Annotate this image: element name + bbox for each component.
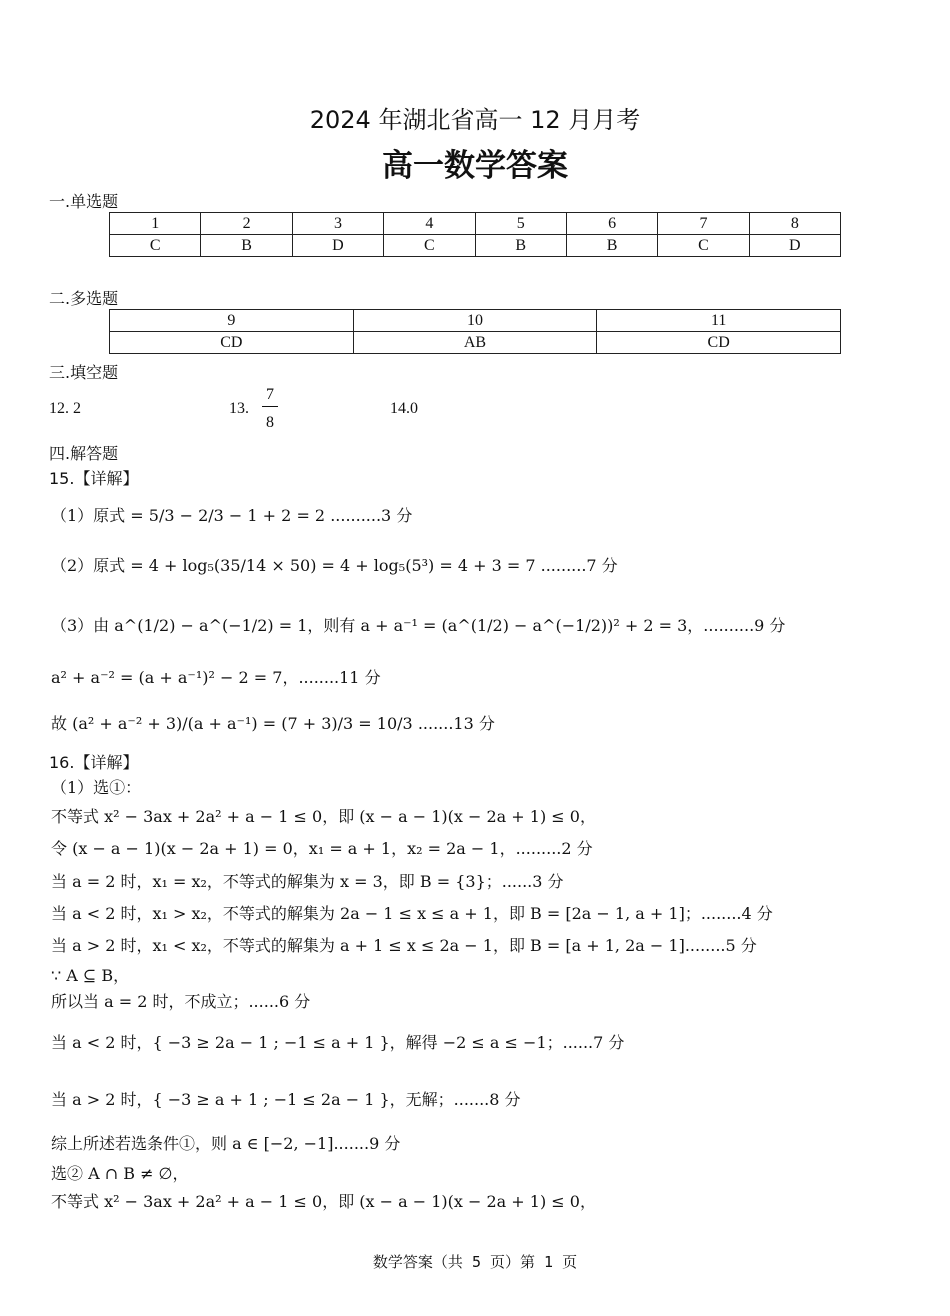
question-number: 8 (749, 213, 840, 235)
answer-q13-denominator: 8 (266, 414, 274, 431)
answer-cell: D (292, 235, 383, 257)
q16-line: 综上所述若选条件①，则 a ∈ [−2, −1].......9 分 (51, 1134, 401, 1153)
answer-q12: 12. 2 (49, 400, 81, 417)
q15-line: （2）原式 = 4 + log₅(35/14 × 50) = 4 + log₅(5³) = 4 + 3 = 7 .........7 分 (51, 556, 618, 575)
q16-line: 所以当 a = 2 时，不成立；......6 分 (51, 992, 311, 1011)
answer-cell: CD (110, 332, 354, 354)
page-footer: 数学答案（共 5 页）第 1 页 (372, 1253, 578, 1271)
question-number: 1 (110, 213, 201, 235)
q15-line: 故 (a² + a⁻² + 3)/(a + a⁻¹) = (7 + 3)/3 = 10/3 .......13 分 (51, 714, 495, 733)
question-number: 6 (566, 213, 657, 235)
question-number: 4 (384, 213, 475, 235)
multiple-choice-heading: 二.多选题 (49, 289, 119, 308)
answer-cell: AB (353, 332, 597, 354)
question-number: 9 (110, 310, 354, 332)
multiple-choice-table (109, 309, 841, 354)
question-number: 5 (475, 213, 566, 235)
question-number: 2 (201, 213, 292, 235)
answer-cell: B (201, 235, 292, 257)
fill-blank-heading: 三.填空题 (49, 363, 119, 382)
q15-line: （3）由 a^(1/2) − a^(−1/2) = 1，则有 a + a⁻¹ = (a^(1/2) − a^(−1/2))² + 2 = 3，..........9 分 (51, 616, 786, 635)
question-number: 10 (353, 310, 597, 332)
q15-line: （1）原式 = 5/3 − 2/3 − 1 + 2 = 2 ..........3 分 (51, 506, 413, 525)
q16-heading: 16.【详解】 (49, 753, 139, 772)
q16-line: 当 a < 2 时，x₁ > x₂，不等式的解集为 2a − 1 ≤ x ≤ a + 1，即 B = [2a − 1, a + 1]；........4 分 (51, 904, 773, 923)
q16-line: 令 (x − a − 1)(x − 2a + 1) = 0，x₁ = a + 1，x₂ = 2a − 1，.........2 分 (51, 839, 593, 858)
question-number: 7 (658, 213, 749, 235)
answer-cell: C (384, 235, 475, 257)
q16-line: 当 a > 2 时，{ −3 ≥ a + 1 ; −1 ≤ 2a − 1 }，无解；.......8 分 (51, 1090, 521, 1109)
table-row (110, 310, 841, 332)
answer-title: 高一数学答案 (382, 148, 568, 184)
table-row (110, 332, 841, 354)
q16-line: （1）选①： (51, 778, 142, 797)
answer-q13-numerator: 7 (262, 384, 278, 407)
q15-heading: 15.【详解】 (49, 469, 139, 488)
q16-line: 不等式 x² − 3ax + 2a² + a − 1 ≤ 0，即 (x − a − 1)(x − 2a + 1) ≤ 0， (51, 1192, 596, 1211)
q16-line: 不等式 x² − 3ax + 2a² + a − 1 ≤ 0，即 (x − a − 1)(x − 2a + 1) ≤ 0， (51, 807, 596, 826)
question-number: 11 (597, 310, 841, 332)
answer-cell: B (475, 235, 566, 257)
q16-line: 当 a < 2 时，{ −3 ≥ 2a − 1 ; −1 ≤ a + 1 }，解得 −2 ≤ a ≤ −1；......7 分 (51, 1033, 625, 1052)
q16-line: ∵ A ⊆ B， (51, 966, 130, 985)
solutions-heading: 四.解答题 (49, 444, 119, 463)
answer-cell: C (658, 235, 749, 257)
table-row (110, 235, 841, 257)
answer-cell: B (566, 235, 657, 257)
q15-line: a² + a⁻² = (a + a⁻¹)² − 2 = 7，........11 分 (51, 668, 381, 687)
answer-q13-label: 13. (229, 400, 249, 417)
q16-line: 当 a > 2 时，x₁ < x₂，不等式的解集为 a + 1 ≤ x ≤ 2a − 1，即 B = [a + 1, 2a − 1]........5 分 (51, 936, 757, 955)
answer-cell: CD (597, 332, 841, 354)
single-choice-table (109, 212, 841, 257)
answer-q14: 14.0 (390, 400, 418, 417)
question-number: 3 (292, 213, 383, 235)
answer-cell: C (110, 235, 201, 257)
single-choice-heading: 一.单选题 (49, 192, 119, 211)
exam-title: 2024 年湖北省高一 12 月月考 (309, 106, 641, 134)
answer-cell: D (749, 235, 840, 257)
q16-line: 选② A ∩ B ≠ ∅， (51, 1164, 189, 1183)
table-row (110, 213, 841, 235)
q16-line: 当 a = 2 时，x₁ = x₂，不等式的解集为 x = 3，即 B = {3}；......3 分 (51, 872, 564, 891)
